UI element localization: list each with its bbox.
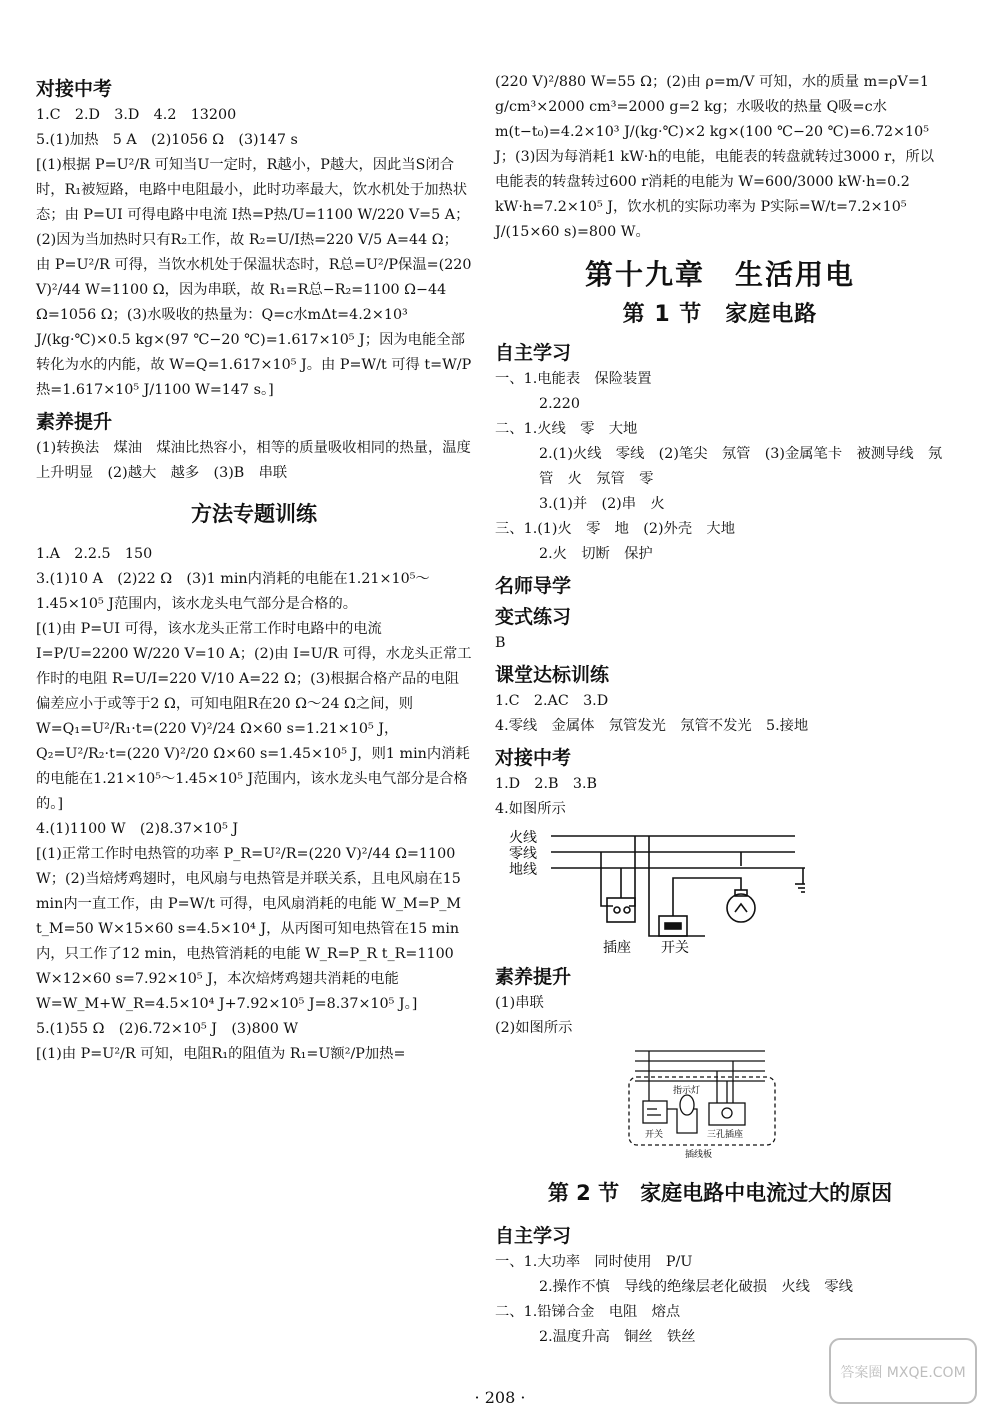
answer-line: 3.(1)并 (2)串 火 bbox=[539, 496, 665, 512]
section-heading: 课堂达标训练 bbox=[495, 664, 610, 686]
left-column bbox=[36, 70, 472, 1067]
answer-line: 二、1.铅锑合金 电阻 熔点 bbox=[495, 1304, 681, 1320]
answer-line: 4.零线 金属体 氖管发光 氖管不发光 5.接地 bbox=[495, 718, 809, 734]
answer-line: 2.火 切断 保护 bbox=[539, 546, 653, 562]
answer-line: 2.操作不慎 导线的绝缘层老化破损 火线 零线 bbox=[539, 1279, 853, 1295]
section-heading: 自主学习 bbox=[495, 342, 572, 364]
section-heading: 对接中考 bbox=[495, 747, 572, 769]
section-title: 第 1 节 家庭电路 bbox=[622, 302, 818, 327]
answer-line: [(1)由 P=U²/R 可知，电阻R₁的阻值为 R₁=U额²/P加热= bbox=[36, 1046, 406, 1062]
answer-line: (220 V)²/880 W=55 Ω；(2)由 ρ=m/V 可知，水的质量 m=ρV=1 g/cm³×2000 cm³=2000 g=2 kg；水吸收的热量 Q吸=c水m(t−t₀)=4.2×10³ J/(kg·℃)×2 kg×(100 ℃−20 ℃)=6.72×10⁵ J；(3)因为每消耗1 kW·h的电能，电能表的转盘就转过3000 r，所以电能表的转盘转过600 r消耗的电能为 W=600/3000 kW·h=0.2 kW·h=7.2×10⁵ J，饮水机的实际功率为 P实际=W/t=7.2×10⁵ J/(15×60 s)=800 W。 bbox=[495, 74, 935, 240]
page-number: · 208 · bbox=[474, 1388, 526, 1407]
answer-line: B bbox=[495, 635, 506, 651]
answer-line: [(1)由 P=UI 可得，该水龙头正常工作时电路中的电流 I=P/U=2200 W/220 V=10 A；(2)由 I=U/R 可得，水龙头正常工作时的电阻 R=U/I=220 V/10 A=22 Ω；(3)根据合格产品的电阻偏差应小于或等于2 Ω，可知电阻R在20 Ω～24 Ω之间，则 W=Q₁=U²/R₁·t=(220 V)²/24 Ω×60 s=1.21×10⁵ J，Q₂=U²/R₂·t=(220 V)²/20 Ω×60 s=1.45×10⁵ J，则1 min内消耗的电能在1.21×10⁵～1.45×10⁵ J范围内，该水龙头电气部分是合格的。] bbox=[36, 621, 472, 812]
answer-line: 1.A 2.2.5 150 bbox=[36, 546, 153, 562]
answer-line: 1.C 2.AC 3.D bbox=[495, 693, 609, 709]
answer-line: 2.温度升高 铜丝 铁丝 bbox=[539, 1329, 696, 1345]
section-heading: 对接中考 bbox=[36, 78, 113, 100]
section-heading: 变式练习 bbox=[495, 606, 572, 628]
topic-title: 第 2 节 家庭电路中电流过大的原因 bbox=[547, 1181, 893, 1205]
topic-title: 方法专题训练 bbox=[191, 502, 317, 526]
answer-line: (1)串联 bbox=[495, 995, 544, 1011]
answer-line: 1.D 2.B 3.B bbox=[495, 776, 597, 792]
section-heading: 素养提升 bbox=[36, 411, 113, 433]
wiring-diagram-2 bbox=[585, 1047, 1000, 1165]
answer-line: 一、1.电能表 保险装置 bbox=[495, 371, 652, 387]
answer-line: [(1)正常工作时电热管的功率 P_R=U²/R=(220 V)²/44 Ω=1100 W；(2)当焙烤鸡翅时，电风扇与电热管是并联关系，且电风扇在15 min内一直工作，由 P=W/t 可得，电风扇消耗的电能 W_M=P_M t_M=50 W×15×60 s=4.5×10⁴ J，从丙图可知电热管在15 min内，只工作了12 min，电热管消耗的电能 W_R=P_R t_R=1100 W×12×60 s=7.92×10⁵ J，本次焙烤鸡翅共消耗的电能 W=W_M+W_R=4.5×10⁴ J+7.92×10⁵ J=8.37×10⁵ J。] bbox=[36, 846, 462, 1012]
switch-label-2: 开关 bbox=[645, 1130, 664, 1140]
answer-line: 二、1.火线 零 大地 bbox=[495, 421, 638, 437]
section-heading: 自主学习 bbox=[495, 1225, 572, 1247]
section-heading: 素养提升 bbox=[495, 966, 572, 988]
ground-wire-label: 地线 bbox=[509, 862, 537, 878]
answer-line: 4.(1)1100 W (2)8.37×10⁵ J bbox=[36, 821, 239, 837]
answer-line: (2)如图所示 bbox=[495, 1020, 573, 1036]
answer-line: 3.(1)10 A (2)22 Ω (3)1 min内消耗的电能在1.21×10⁵～1.45×10⁵ J范围内，该水龙头电气部分是合格的。 bbox=[36, 571, 430, 612]
answer-line: (1)转换法 煤油 煤油比热容小，相等的质量吸收相同的热量，温度上升明显 (2)越大 越多 (3)B 串联 bbox=[36, 440, 471, 481]
answer-line: 5.(1)55 Ω (2)6.72×10⁵ J (3)800 W bbox=[36, 1021, 299, 1037]
watermark-logo bbox=[828, 1337, 978, 1405]
answer-line: 1.C 2.D 3.D 4.2 13200 bbox=[36, 107, 237, 123]
answer-line: 5.(1)加热 5 A (2)1056 Ω (3)147 s bbox=[36, 132, 298, 148]
answer-line: 三、1.(1)火 零 地 (2)外壳 大地 bbox=[495, 521, 736, 537]
answer-line: 一、1.大功率 同时使用 P/U bbox=[495, 1254, 693, 1270]
answer-line: 4.如图所示 bbox=[495, 801, 566, 817]
answer-line: 2.220 bbox=[539, 396, 580, 412]
chapter-title: 第十九章 生活用电 bbox=[584, 258, 855, 291]
socket-label: 插座 bbox=[603, 940, 631, 956]
three-hole-socket-label: 三孔插座 bbox=[707, 1130, 744, 1140]
power-strip-label: 插线板 bbox=[685, 1150, 713, 1160]
section-heading: 名师导学 bbox=[495, 575, 572, 597]
answer-line: [(1)根据 P=U²/R 可知当U一定时，R越小，P越大，因此当S闭合时，R₁被短路，电路中电阻最小，此时功率最大，饮水机处于加热状态；由 P=UI 可得电路中电流 I热=P热/U=1100 W/220 V=5 A；(2)因为当加热时只有R₂工作，故 R₂=U/I热=220 V/5 A=44 Ω；由 P=U²/R 可得，当饮水机处于保温状态时，R总=U²/P保温=(220 V)²/44 W=1100 Ω，因为串联，故 R₁=R总−R₂=1100 Ω−44 Ω=1056 Ω；(3)水吸收的热量为：Q=c水mΔt=4.2×10³ J/(kg·℃)×0.5 kg×(97 ℃−20 ℃)=1.617×10⁵ J；因为电能全部转化为水的内能，故 W=Q=1.617×10⁵ J。由 P=W/t 可得 t=W/P热=1.617×10⁵ J/1100 W=147 s。] bbox=[36, 157, 472, 398]
indicator-light-label: 指示灯 bbox=[673, 1086, 701, 1096]
wiring-diagram-1 bbox=[495, 826, 805, 958]
answer-line: 2.(1)火线 零线 (2)笔尖 氖管 (3)金属笔卡 被测导线 氖管 火 氖管 零 bbox=[539, 446, 943, 487]
live-wire-label: 火线 bbox=[509, 830, 537, 846]
svg-text:答案圈 MXQE.COM: 答案圈 MXQE.COM bbox=[840, 1365, 966, 1381]
right-column bbox=[495, 70, 945, 1350]
switch-label: 开关 bbox=[661, 940, 689, 956]
neutral-wire-label: 零线 bbox=[509, 846, 537, 862]
